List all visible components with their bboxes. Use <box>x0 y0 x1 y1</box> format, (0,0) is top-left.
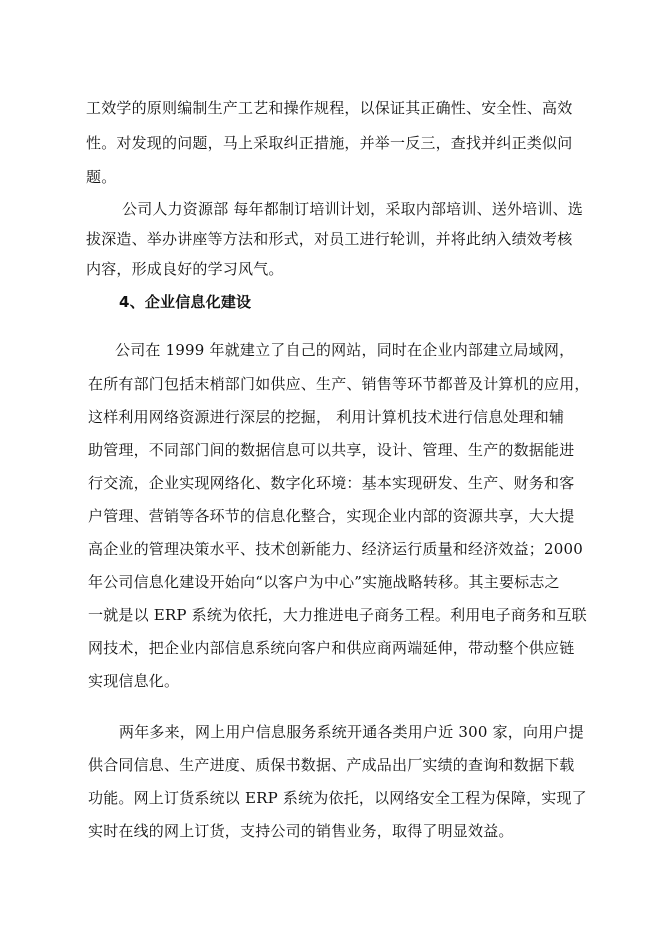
paragraph-4-line-3: 功能。网上订货系统以 ERP 系统为依托，以网络安全工程为保障，实现了 <box>88 789 587 807</box>
paragraph-3-line-9: 一就是以 ERP 系统为依托，大力推进电子商务工程。利用电子商务和互联 <box>88 606 587 624</box>
paragraph-3-line-11: 实现信息化。 <box>88 672 180 690</box>
paragraph-1-line-1: 工效学的原则编制生产工艺和操作规程，以保证其正确性、安全性、高效 <box>86 99 573 117</box>
paragraph-4-line-2: 供合同信息、生产进度、质保书数据、产成品出厂实绩的查询和数据下载 <box>88 756 575 774</box>
section-heading: 4、企业信息化建设 <box>119 293 252 311</box>
paragraph-3-line-4: 助管理，不同部门间的数据信息可以共享，设计、管理、生产的数据能进 <box>88 441 575 459</box>
paragraph-3-line-1: 公司在 1999 年就建立了自己的网站，同时在企业内部建立局域网， <box>115 341 575 359</box>
paragraph-1-line-3: 题。 <box>86 168 117 186</box>
paragraph-3-line-10: 网技术，把企业内部信息系统向客户和供应商两端延伸，带动整个供应链 <box>88 639 575 657</box>
paragraph-2-line-3: 内容，形成良好的学习风气。 <box>86 260 284 278</box>
paragraph-2-line-2: 拔深造、举办讲座等方法和形式，对员工进行轮训，并将此纳入绩效考核 <box>86 230 573 248</box>
paragraph-3-line-5: 行交流，企业实现网络化、数字化环境：基本实现研发、生产、财务和客 <box>88 474 575 492</box>
paragraph-3-line-3: 这样利用网络资源进行深层的挖掘， 利用计算机技术进行信息处理和辅 <box>88 408 565 426</box>
paragraph-4-line-4: 实时在线的网上订货，支持公司的销售业务，取得了明显效益。 <box>88 822 514 840</box>
paragraph-3-line-2: 在所有部门包括末梢部门如供应、生产、销售等环节都普及计算机的应用， <box>88 375 590 393</box>
paragraph-1-line-2: 性。对发现的问题，马上采取纠正措施，并举一反三，查找并纠正类似问 <box>86 134 573 152</box>
paragraph-3-line-8: 年公司信息化建设开始向“以客户为中心”实施战略转移。其主要标志之 <box>88 573 560 591</box>
paragraph-3-line-7: 高企业的管理决策水平、技术创新能力、经济运行质量和经济效益；2000 <box>88 540 583 558</box>
paragraph-4-line-1: 两年多来，网上用户信息服务系统开通各类用户近 300 家，向用户提 <box>119 723 584 741</box>
paragraph-3-line-6: 户管理、营销等各环节的信息化整合，实现企业内部的资源共享，大大提 <box>88 507 575 525</box>
paragraph-2-line-1: 公司人力资源部 每年都制订培训计划，采取内部培训、送外培训、选 <box>122 200 583 218</box>
